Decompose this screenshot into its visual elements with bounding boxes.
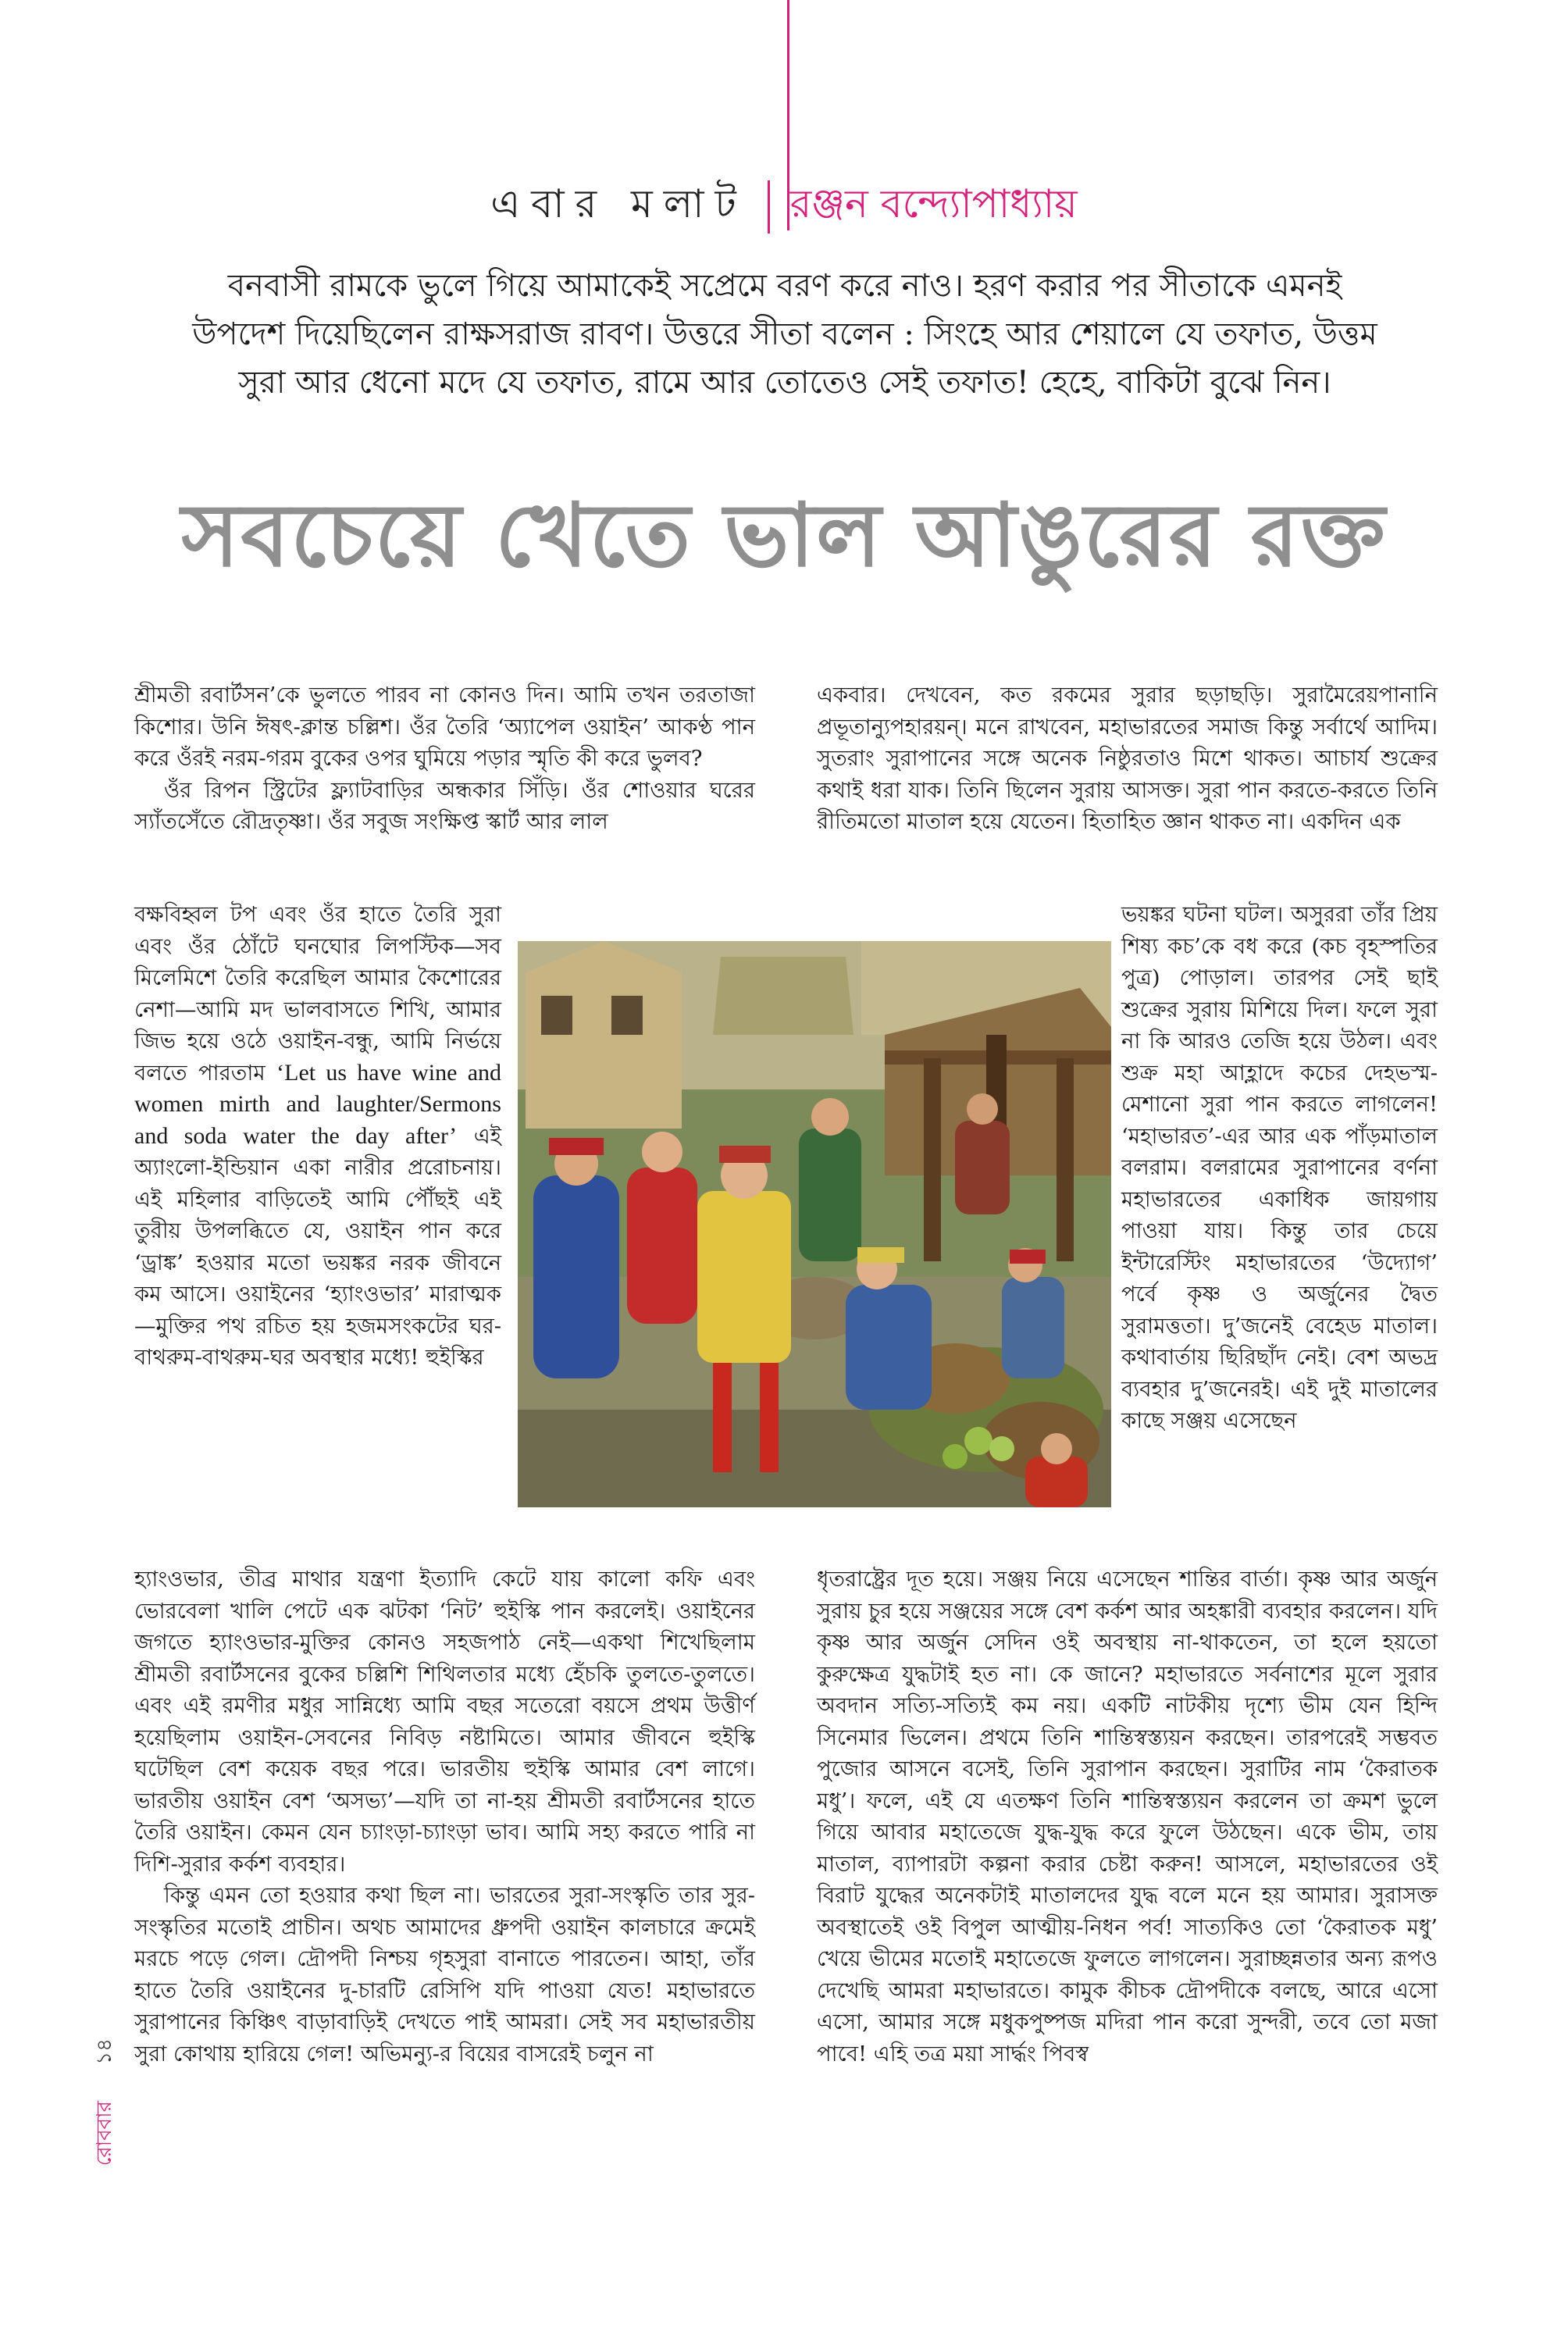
standfirst <box>125 262 1445 407</box>
paragraph: ভয়ঙ্কর ঘটনা ঘটল। অসুররা তাঁর প্রিয় শিষ্য কচ’কে বধ করে (কচ বৃহস্পতির পুত্র) পোড়াল। তারপর সেই ছাই শুক্রের সুরায় মিশিয়ে দিল। ফলে সুরা না কি আরও তেজি হয়ে উঠল। এবং শুক্র মহা আহ্লাদে কচের দেহভস্ম-মেশানো সুরা পান করতে লাগলেন! ‘মহাভারত’-এর আর এক পাঁড়মাতাল বলরাম। বলরামের সুরাপানের বর্ণনা মহাভারতের একাধিক জায়গায় পাওয়া যায়। কিন্তু তার চেয়ে ইন্টারেস্টিং মহাভারতের ‘উদ্যোগ’ পর্বে কৃষ্ণ ও অর্জুনের দ্বৈত সুরামত্ততা। দু’জনেই বেহেড মাতাল। কথাবার্তায় ছিরিছাঁদ নেই। বেশ অভদ্র ব্যবহার দু’জনেরই। এই দুই মাতালের কাছে সঞ্জয় এসেছেন <box>1121 902 1438 1433</box>
standfirst-line: উপদেশ দিয়েছিলেন রাক্ষসরাজ রাবণ। উত্তরে সীতা বলেন : সিংহে আর শেয়ালে যে তফাত, উত্তম <box>192 316 1377 352</box>
left-column-wrap <box>134 899 501 1374</box>
right-column-bottom <box>817 1564 1438 2070</box>
section-name: এবার মলাট <box>490 180 747 226</box>
standfirst-line: সুরা আর ধেনো মদে যে তফাত, রামে আর তোতেও সেই তফাত! হেহে, বাকিটা বুঝে নিন। <box>238 365 1331 401</box>
paragraph-text: বক্ষবিহ্বল টপ এবং ওঁর হাতে তৈরি সুরা এবং ওঁর ঠোঁটে ঘনঘোর লিপস্টিক—সব মিলেমিশে তৈরি করেছিল আমার কৈশোরের নেশা—আমি মদ ভালবাসতে শিখি, আমার জিভ হয়ে ওঠে ওয়াইন-বন্ধু, আমি নির্ভয়ে বলতে পারতাম <box>134 902 501 1086</box>
paragraph-text: এই অ্যাংলো-ইন্ডিয়ান একা নারীর প্ররোচনায়। এই মহিলার বাড়িতেই আমি পৌঁছই এই তুরীয় উপলব্ধিতে যে, ওয়াইন পান করে ‘ড্রাঙ্ক’ হওয়ার মতো ভয়ঙ্কর নরক জীবনে কম আসে। ওয়াইনের ‘হ্যাংওভার’ মারাত্মক—মুক্তির পথ রচিত হয় হজমসংকটের ঘর-বাথরুম-বাথরুম-ঘর অবস্থার মধ্যে! হুইস্কির <box>134 1123 501 1370</box>
author-name: রঞ্জন বন্দ্যোপাধ্যায় <box>789 180 1078 226</box>
paragraph: একবার। দেখবেন, কত রকমের সুরার ছড়াছড়ি। সুরামৈরেয়পানানি প্রভূতান্যুপহারয়ন্। মনে রাখবেন, মহাভারতের সমাজ কিন্তু সর্বার্থে আদিম। সুতরাং সুরাপানের সঙ্গে অনেক নিষ্ঠুরতাও মিশে থাকত। আচার্য শুক্রের কথাই ধরা যাক। তিনি ছিলেন সুরায় আসক্ত। সুরা পান করতে-করতে তিনি রীতিমতো মাতাল হয়ে যেতেন। হিতাহিত জ্ঞান থাকত না। একদিন এক <box>817 683 1438 834</box>
english-quote: ‘Let us have wine and women mirth and laughter/Sermons and soda water the day after’ <box>134 1059 502 1149</box>
right-column-wrap <box>1121 899 1438 1437</box>
left-column-bottom <box>134 1564 755 2070</box>
paragraph: ধৃতরাষ্ট্রের দূত হয়ে। সঞ্জয় নিয়ে এসেছেন শান্তির বার্তা। কৃষ্ণ আর অর্জুন সুরায় চুর হয়ে সঞ্জয়ের সঙ্গে বেশ কর্কশ আর অহঙ্কারী ব্যবহার করলেন। যদি কৃষ্ণ আর অর্জুন সেদিন ওই অবস্থায় না-থাকতেন, তা হলে হয়তো কুরুক্ষেত্র যুদ্ধটাই হত না। কে জানে? মহাভারতে সর্বনাশের মূলে সুরার অবদান সত্যি-সত্যিই কম নয়। একটি নাটকীয় দৃশ্যে ভীম যেন হিন্দি সিনেমার ভিলেন। প্রথমে তিনি শান্তিস্বস্ত্যয়ন করছেন। তারপরেই সম্ভবত পুজোর আসনে বসেই, তিনি সুরাপান করছেন। সুরাটির নাম ‘কৈরাতক মধু’। ফলে, এই যে এতক্ষণ তিনি শান্তিস্বস্ত্যয়ন করলেন তা ক্রমশ ভুলে গিয়ে আবার মহাতেজে যুদ্ধ-যুদ্ধ করে ফুলে উঠছেন। একে ভীম, তায় মাতাল, ব্যাপারটা কল্পনা করার চেষ্টা করুন! আসলে, মহাভারতের ওই বিরাট যুদ্ধের অনেকটাই মাতালদের যুদ্ধ বলে মনে হয় আমার। সুরাসক্ত অবস্থাতেই ওই বিপুল আত্মীয়-নিধন পর্ব! সাত্যকিও তো ‘কৈরাতক মধু’ খেয়ে ভীমের মতোই মহাতেজে ফুলতে লাগলেন। সুরাচ্ছন্নতার অন্য রূপও দেখেছি আমরা মহাভারতে। কামুক কীচক দ্রৌপদীকে বলছে, আরে এসো এসো, আমার সঙ্গে মধুকপুষ্পজ মদিরা পান করো সুন্দরী, তবে তো মজা পাবে! এহি তত্র ময়া সার্দ্ধং পিবস্ব <box>817 1567 1438 2067</box>
page-folio <box>87 2038 119 2198</box>
magazine-name: রোববার <box>93 2101 116 2166</box>
wine-market-painting <box>518 941 1111 1507</box>
right-column-top <box>817 679 1438 838</box>
left-column-top <box>134 679 755 838</box>
paragraph: ওঁর রিপন স্ট্রিটের ফ্ল্যাটবাড়ির অন্ধকার সিঁড়ি। ওঁর শোওয়ার ঘরের স্যাঁতসেঁতে রৌদ্রতৃষ্ণা। ওঁর সবুজ সংক্ষিপ্ত স্কার্ট আর লাল <box>134 777 755 834</box>
page-number: ১৪ <box>93 2038 116 2065</box>
standfirst-line: বনবাসী রামকে ভুলে গিয়ে আমাকেই সপ্রেমে বরণ করে নাও। হরণ করার পর সীতাকে এমনই <box>227 268 1342 304</box>
article-kicker <box>0 176 1568 238</box>
paragraph: কিন্তু এমন তো হওয়ার কথা ছিল না। ভারতের সুরা-সংস্কৃতি তার সুর-সংস্কৃতির মতোই প্রাচীন। অথচ আমাদের ধ্রুপদী ওয়াইন কালচারে ক্রমেই মরচে পড়ে গেল। দ্রৌপদী নিশ্চয় গৃহসুরা বানাতে পারতেন। আহা, তাঁর হাতে তৈরি ওয়াইনের দু-চারটি রেসিপি যদি পাওয়া যেত! মহাভারতে সুরাপানের কিঞ্চিৎ বাড়াবাড়িই দেখতে পাই আমরা। সেই সব মহাভারতীয় সুরা কোথায় হারিয়ে গেল! অভিমন্যু-র বিয়ের বাসরেই চলুন না <box>134 1883 755 2067</box>
paragraph: শ্রীমতী রবার্টসন’কে ভুলতে পারব না কোনও দিন। আমি তখন তরতাজা কিশোর। উনি ঈষৎ-ক্লান্ত চল্লিশ। ওঁর তৈরি ‘অ্যাপেল ওয়াইন’ আকণ্ঠ পান করে ওঁরই নরম-গরম বুকের ওপর ঘুমিয়ে পড়ার স্মৃতি কী করে ভুলব? <box>134 683 755 771</box>
paragraph <box>134 899 501 1374</box>
paragraph: হ্যাংওভার, তীব্র মাথার যন্ত্রণা ইত্যাদি কেটে যায় কালো কফি এবং ভোরবেলা খালি পেটে এক ঝটকা ‘নিট’ হুইস্কি পান করলেই। ওয়াইনের জগতে হ্যাংওভার-মুক্তির কোনও সহজপাঠ নেই—একথা শিখেছিলাম শ্রীমতী রবার্টসনের বুকের চল্লিশি শিথিলতার মধ্যে হেঁচকি তুলতে-তুলতে। এবং এই রমণীর মধুর সান্নিধ্যে আমি বছর সতেরো বয়সে প্রথম উত্তীর্ণ হয়েছিলাম ওয়াইন-সেবনের নিবিড় নষ্টামিতে। আমার জীবনে হুইস্কি ঘটেছিল বেশ কয়েক বছর পরে। ভারতীয় হুইস্কি আমার বেশ লাগে। ভারতীয় ওয়াইন বেশ ‘অসভ্য’—যদি তা না-হয় শ্রীমতী রবার্টসনের হাতে তৈরি ওয়াইন। কেমন যেন চ্যাংড়া-চ্যাংড়া ভাব। আমি সহ্য করতে পারি না দিশি-সুরার কর্কশ ব্যবহার। <box>134 1567 755 1877</box>
headline: সবচেয়ে খেতে ভাল আঙুরের রক্ত <box>181 485 1387 587</box>
